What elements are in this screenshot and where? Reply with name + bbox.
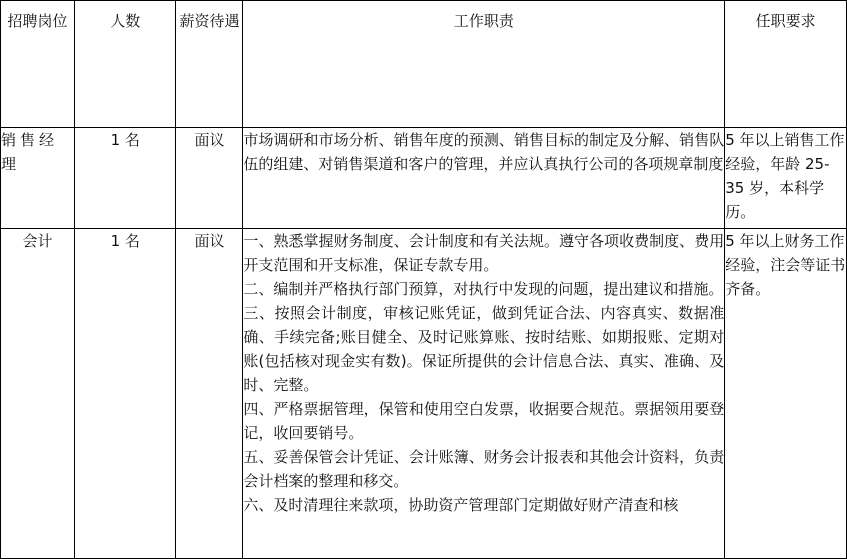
header-requirements: 任职要求 [725,1,847,128]
row-duties [243,128,725,229]
row-requirements: 5 年以上销售工作经验，年龄 25-35 岁，本科学历。 [725,128,847,229]
row-duties [243,229,725,559]
header-duties: 工作职责 [243,1,725,128]
duty-paragraph: 一、熟悉掌握财务制度、会计制度和有关法规。遵守各项收费制度、费用开支范围和开支标准，保证专款专用。 [243,232,725,274]
row-count: 1 名 [75,128,176,229]
row-position: 销售经理 [1,128,75,229]
header-position: 招聘岗位 [1,1,75,128]
row-salary: 面议 [176,128,243,229]
duty-paragraph: 六、及时清理往来款项，协助资产管理部门定期做好财产清查和核 [243,496,679,514]
row-requirements: 5 年以上财务工作经验，注会等证书齐备。 [725,229,847,559]
duty-paragraph: 五、妥善保管会计凭证、会计账簿、财务会计报表和其他会计资料，负责会计档案的整理和移交。 [243,448,725,490]
header-count: 人数 [75,1,176,128]
table-row [1,229,847,559]
duty-paragraph: 三、按照会计制度，审核记账凭证，做到凭证合法、内容真实、数据准确、手续完备;账目健全、及时记账算账、按时结账、如期报账、定期对账(包括核对现金实有数)。保证所提供的会计信息合法、真实、准确、及时、完整。 [243,304,725,394]
table-row [1,128,847,229]
row-salary: 面议 [176,229,243,559]
row-count: 1 名 [75,229,176,559]
duty-paragraph: 二、编制并严格执行部门预算，对执行中发现的问题，提出建议和措施。 [243,280,724,298]
header-salary: 薪资待遇 [176,1,243,128]
header-row [1,1,847,128]
duty-paragraph: 四、严格票据管理，保管和使用空白发票，收据要合规范。票据领用要登记，收回要销号。 [243,400,725,442]
row-position: 会计 [1,229,75,559]
duty-paragraph: 市场调研和市场分析、销售年度的预测、销售目标的制定及分解、销售队伍的组建、对销售渠道和客户的管理，并应认真执行公司的各项规章制度 [243,131,725,173]
